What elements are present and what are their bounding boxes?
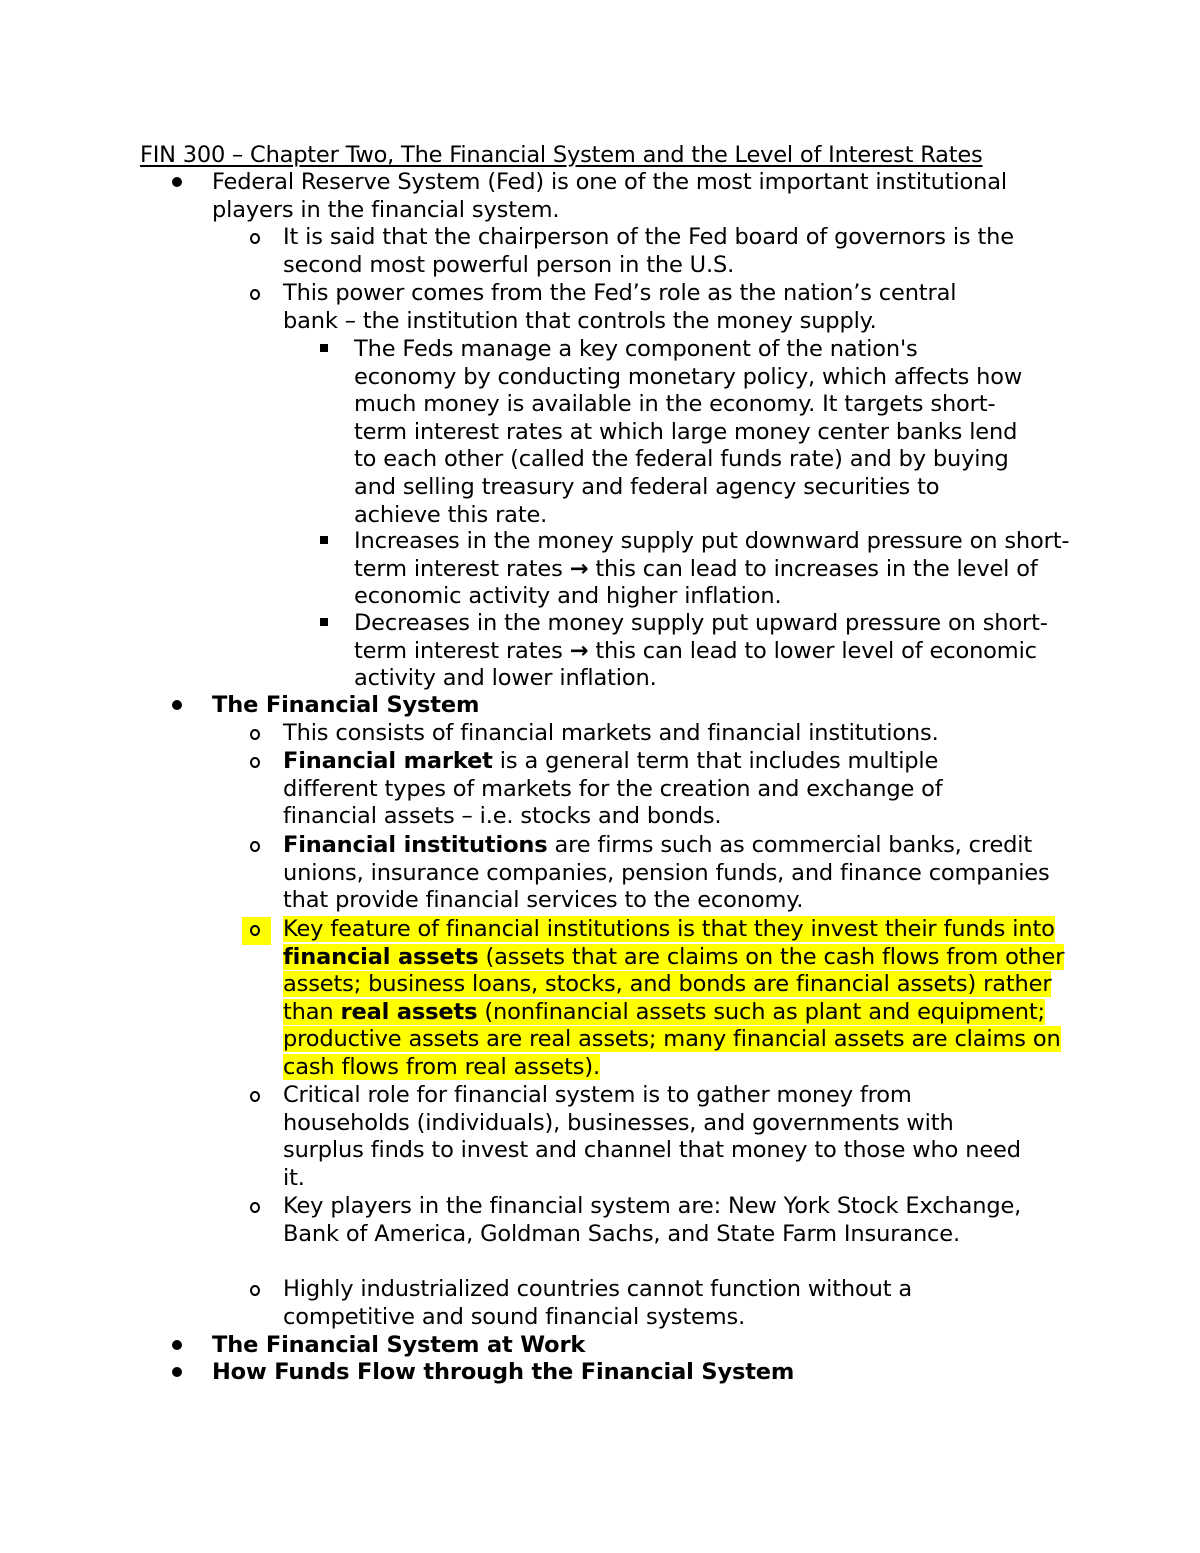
financial-institutions-term: Financial institutions <box>283 832 548 858</box>
bullet-federal-reserve <box>212 169 1082 224</box>
chairperson-text: It is said that the chairperson of the Fed board of governors is the second most powerful person in the U.S. <box>283 224 1014 278</box>
hollow-circle-icon <box>250 1285 260 1296</box>
bullet-dot-icon <box>172 1367 182 1377</box>
funds-flow-heading: How Funds Flow through the Financial System <box>212 1359 795 1385</box>
decreases-text-b: this can lead to lower level of economic activity and lower inflation. <box>354 637 1037 692</box>
consists-text: This consists of financial markets and financial institutions. <box>283 720 939 746</box>
sub-bullet-consists <box>283 720 1083 748</box>
increases-text-b: this can lead to increases in the level of economic activity and higher inflation. <box>354 555 1038 610</box>
hollow-circle-icon <box>250 1202 260 1213</box>
hollow-circle-icon <box>250 729 260 740</box>
bullet-funds-flow <box>212 1359 1082 1387</box>
central-bank-text: This power comes from the Fed’s role as the nation’s central bank – the institution that controls the money supply. <box>283 280 957 334</box>
key-players-text: Key players in the financial system are: New York Stock Exchange, Bank of America, Goldman Sachs, and State Farm Insurance. <box>283 1193 1022 1247</box>
hollow-circle-icon <box>250 233 260 244</box>
sub-bullet-key-players <box>283 1193 1023 1248</box>
decreases-text-a: Decreases in the money supply put upward pressure on short-term interest rates <box>354 610 1048 664</box>
monetary-policy-text: The Feds manage a key component of the nation's economy by conducting monetary policy, which affects how much money is available in the economy. It targets short-term interest rates at which large money center banks lend to each other (called the federal funds rate) and by buying and selling treasury and federal agency securities to achieve this rate. <box>354 336 1023 528</box>
financial-market-term: Financial market <box>283 748 493 774</box>
increases-text-a: Increases in the money supply put downward pressure on short-term interest rates <box>354 528 1070 582</box>
detail-decreases <box>354 610 1074 693</box>
sub-bullet-chairperson <box>283 224 1083 279</box>
sub-bullet-critical-role <box>283 1082 1023 1192</box>
arrow-right-icon: → <box>569 555 589 582</box>
financial-system-heading: The Financial System <box>212 692 480 718</box>
bullet-at-work <box>212 1332 1082 1360</box>
arrow-right-icon: → <box>569 637 589 664</box>
hollow-circle-icon <box>250 289 260 300</box>
at-work-heading: The Financial System at Work <box>212 1332 586 1358</box>
square-bullet-icon <box>320 344 328 352</box>
financial-market-text: is a general term that includes multiple different types of markets for the creation and exchange of financial assets – i.e. stocks and bonds. <box>283 748 943 830</box>
key-feature-text-b: (assets that are claims on the cash flows from other assets; business loans, stocks, and bonds are financial assets) rather than <box>283 943 1065 1025</box>
bullet-dot-icon <box>172 177 182 187</box>
detail-monetary-policy <box>354 336 1024 529</box>
sub-bullet-industrialized <box>283 1276 983 1331</box>
critical-role-text: Critical role for financial system is to gather money from households (individuals), businesses, and governments with surplus finds to invest and channel that money to those who need it. <box>283 1082 1021 1191</box>
detail-increases <box>354 528 1074 611</box>
square-bullet-icon <box>320 536 328 544</box>
sub-bullet-central-bank <box>283 280 1013 335</box>
square-bullet-icon <box>320 618 328 626</box>
industrialized-text: Highly industrialized countries cannot function without a competitive and sound financial systems. <box>283 1276 913 1330</box>
document-title: FIN 300 – Chapter Two, The Financial System and the Level of Interest Rates <box>140 142 983 168</box>
bullet-dot-icon <box>172 700 182 710</box>
hollow-circle-icon <box>250 925 260 936</box>
key-feature-text-c: (nonfinancial assets such as plant and equipment; productive assets are real assets; many financial assets are claims on cash flows from real assets). <box>283 998 1061 1080</box>
key-feature-text-a: Key feature of financial institutions is that they invest their funds into <box>283 916 1055 942</box>
hollow-circle-icon <box>250 841 260 852</box>
sub-bullet-key-feature <box>283 916 1073 1082</box>
sub-bullet-financial-market <box>283 748 1023 831</box>
federal-reserve-text: Federal Reserve System (Fed) is one of the most important institutional players in the financial system. <box>212 169 1007 223</box>
financial-institutions-text: are firms such as commercial banks, credit unions, insurance companies, pension funds, and finance companies that provide financial services to the economy. <box>283 832 1050 914</box>
bullet-dot-icon <box>172 1340 182 1350</box>
sub-bullet-financial-institutions <box>283 832 1053 915</box>
financial-assets-term: financial assets <box>283 943 479 970</box>
bullet-financial-system <box>212 692 1082 720</box>
real-assets-term: real assets <box>340 998 478 1025</box>
hollow-circle-icon <box>250 1091 260 1102</box>
hollow-circle-icon <box>250 757 260 768</box>
